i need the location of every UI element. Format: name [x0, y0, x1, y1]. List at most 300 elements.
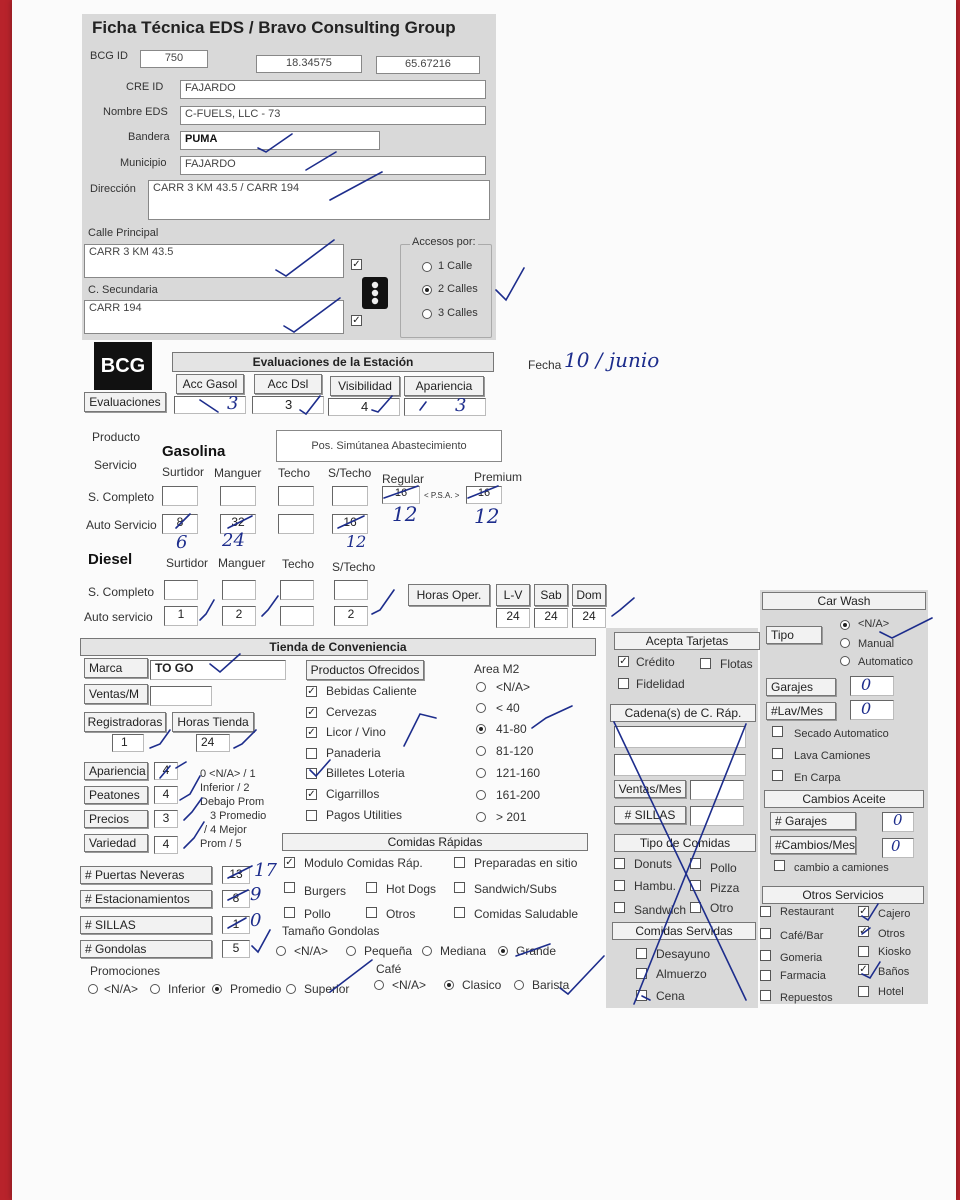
gondolas-label: # Gondolas [80, 940, 212, 958]
ventas-label: Ventas/M [84, 684, 148, 704]
cafe-radio-2[interactable] [514, 980, 524, 990]
gas-col-techo: Techo [278, 466, 311, 480]
fecha-label: Fecha [528, 358, 562, 372]
variedad-field[interactable] [154, 836, 178, 854]
promo-radio-2[interactable] [212, 984, 222, 994]
tipo-pizza-label: Pizza [710, 881, 740, 895]
municipio-label: Municipio [120, 157, 167, 169]
otros-checkbox-0[interactable] [760, 906, 771, 917]
tipo-sandwich-label: Sandwich [634, 903, 687, 917]
otros-checkbox-1[interactable]: ✓ [859, 906, 868, 917]
area-radio-1[interactable] [476, 703, 486, 713]
secado-label: Secado Automatico [794, 728, 889, 740]
cr-checkbox-4[interactable] [454, 882, 465, 893]
cr-label-1: Preparadas en sitio [474, 856, 578, 870]
otros-checkbox-2[interactable] [760, 928, 771, 939]
area-radio-2[interactable] [476, 724, 486, 734]
cr-label-5: Pollo [304, 907, 331, 921]
producto-checkbox-4[interactable] [306, 768, 317, 779]
puertas-label: # Puertas Neveras [80, 866, 212, 884]
producto-label-5: Cigarrillos [326, 787, 380, 801]
gas-as-surtidor-hand: 6 [176, 532, 188, 553]
aceite-garajes-value: 0 [893, 811, 903, 829]
cadena-field-2[interactable] [614, 754, 746, 776]
dsl-col-techo: Techo [282, 557, 315, 571]
dsl-as-surtidor[interactable] [164, 606, 198, 626]
acc-gasol-header: Acc Gasol [176, 374, 244, 394]
bcg-id-field[interactable]: 750 [140, 50, 208, 68]
dsl-sc-stecho[interactable] [334, 580, 368, 600]
sillas-hand: 0 [250, 910, 262, 931]
cr-checkbox-3[interactable] [366, 882, 377, 893]
gondola-radio-0[interactable] [276, 946, 286, 956]
gas-as-surtidor[interactable] [162, 514, 198, 534]
bcg-id-label: BCG ID [90, 50, 128, 62]
producto-checkbox-1[interactable]: ✓ [307, 707, 316, 718]
horas-tienda-label: Horas Tienda [172, 712, 254, 732]
dsl-as-techo[interactable] [280, 606, 314, 626]
accesos-3-radio[interactable] [422, 309, 432, 319]
marca-value: TO GO [155, 661, 194, 675]
cr-checkbox-5[interactable] [284, 907, 295, 918]
horas-sab-field[interactable] [534, 608, 568, 628]
cr-label-0: Modulo Comidas Ráp. [304, 856, 423, 870]
producto-label-1: Cervezas [326, 705, 377, 719]
gas-s-completo-label: S. Completo [88, 490, 155, 504]
puertas-value: 13 [229, 867, 243, 881]
sillas-field[interactable] [222, 916, 250, 934]
precios-label: Precios [84, 810, 148, 828]
estac-value: 8 [232, 891, 240, 905]
otros-checkbox-5[interactable] [858, 946, 869, 957]
servicio-label: Servicio [94, 458, 137, 472]
horas-dom-value: 24 [582, 609, 596, 623]
producto-label-4: Billetes Loteria [326, 766, 405, 780]
dsl-col-manguer: Manguer [218, 556, 266, 570]
tipo-pizza-checkbox[interactable] [690, 880, 701, 891]
garajes-field[interactable] [850, 676, 894, 696]
area-title: Area M2 [474, 662, 520, 676]
cr-label-6: Otros [386, 907, 416, 921]
regular-hand-value: 12 [392, 502, 418, 526]
bcg-logo-text: BCG [100, 355, 146, 377]
cafe-radio-1[interactable] [444, 980, 454, 990]
cafe-radio-0[interactable] [374, 980, 384, 990]
desayuno-checkbox[interactable] [636, 948, 647, 959]
tipo-comidas-title: Tipo de Comidas [614, 834, 756, 852]
puertas-hand: 17 [254, 860, 277, 881]
promo-radio-0[interactable] [88, 984, 98, 994]
dsl-sc-surtidor[interactable] [164, 580, 198, 600]
regular-label: Regular [382, 472, 425, 486]
direccion-label: Dirección [90, 183, 136, 195]
credito-label: Crédito [636, 655, 675, 669]
cr-checkbox-0[interactable]: ✓ [285, 857, 294, 868]
premium-psa-value: 16 [477, 487, 491, 499]
acc-dsl-field[interactable] [252, 396, 324, 414]
acc-gasol-value: 3 [227, 393, 239, 414]
cadena-sillas-field[interactable] [690, 806, 744, 826]
aceite-title: Cambios Aceite [764, 790, 924, 808]
registradoras-field[interactable] [112, 734, 144, 752]
area-radio-3[interactable] [476, 746, 486, 756]
acc-dsl-value: 3 [285, 397, 293, 412]
tipo-pollo-checkbox[interactable] [690, 858, 701, 869]
ventas-field[interactable] [150, 686, 212, 706]
carwash-option-0: <N/A> [858, 618, 890, 630]
accesos-1-radio[interactable] [422, 262, 432, 272]
tipo-donuts-label: Donuts [634, 857, 673, 871]
area-radio-5[interactable] [476, 790, 486, 800]
gondola-radio-3[interactable] [498, 946, 508, 956]
puertas-field[interactable] [222, 866, 250, 884]
area-option-3: 81-120 [496, 744, 534, 758]
tipo-otro-label: Otro [710, 901, 734, 915]
area-radio-6[interactable] [476, 812, 486, 822]
psa-label: < P.S.A. > [424, 491, 460, 500]
cr-label-3: Hot Dogs [386, 882, 437, 896]
horas-lv-value: 24 [506, 609, 520, 623]
accesos-2-radio[interactable] [422, 285, 432, 295]
otros-label-6: Farmacia [780, 970, 826, 982]
promo-radio-1[interactable] [150, 984, 160, 994]
visibilidad-value: 4 [361, 399, 369, 414]
peatones-field[interactable] [154, 786, 178, 804]
apariencia-field[interactable] [404, 395, 486, 416]
producto-label-0: Bebidas Caliente [326, 684, 417, 698]
cadena-ventas-label: Ventas/Mes [614, 780, 686, 798]
peatones-value: 4 [162, 787, 170, 801]
aceite-garajes-field[interactable] [882, 812, 914, 832]
precios-field[interactable] [154, 810, 178, 828]
accesos-3-label: 3 Calles [438, 307, 478, 319]
regular-psa-value: 16 [394, 487, 408, 499]
carwash-radio-2[interactable] [840, 656, 850, 666]
sillas-label: # SILLAS [80, 916, 212, 934]
carwash-title: Car Wash [762, 592, 926, 610]
carwash-tipo-label: Tipo [766, 626, 822, 644]
cena-label: Cena [656, 989, 685, 1003]
otros-label-9: Hotel [878, 986, 904, 998]
calle-secundaria-checkbox[interactable]: ✓ [352, 315, 361, 326]
flotas-checkbox[interactable] [700, 658, 711, 669]
area-option-4: 121-160 [496, 766, 541, 780]
producto-checkbox-3[interactable] [306, 748, 317, 759]
promo-option-1: Inferior [168, 982, 206, 996]
precios-value: 3 [162, 811, 170, 825]
cadena-ventas-field[interactable] [690, 780, 744, 800]
gas-as-manguer-value: 32 [231, 515, 245, 529]
tienda-title: Tienda de Conveniencia [80, 638, 596, 656]
horas-oper-button[interactable]: Horas Oper. [408, 584, 490, 606]
accesos-label: Accesos por: [412, 236, 476, 248]
gondola-radio-1[interactable] [346, 946, 356, 956]
cr-checkbox-6[interactable] [366, 907, 377, 918]
gas-sc-manguer[interactable] [220, 486, 256, 506]
horas-lv-field[interactable] [496, 608, 530, 628]
premium-psa-field[interactable] [466, 486, 502, 504]
dsl-as-manguer-value: 2 [235, 607, 243, 621]
nombre-label: Nombre EDS [103, 106, 168, 118]
producto-checkbox-0[interactable]: ✓ [307, 686, 316, 697]
gas-sc-techo[interactable] [278, 486, 314, 506]
estac-hand: 9 [250, 884, 262, 905]
horas-lv-header: L-V [496, 584, 530, 606]
area-option-5: 161-200 [496, 788, 541, 802]
gas-auto-servicio-label: Auto Servicio [86, 518, 157, 532]
gas-as-stecho-value: 16 [343, 515, 357, 529]
area-option-6: > 201 [496, 810, 527, 824]
producto-label-2: Licor / Vino [326, 725, 386, 739]
scale-1: Inferior / 2 [200, 782, 250, 794]
acc-gasol-field[interactable] [174, 393, 246, 414]
calle-secundaria-label: C. Secundaria [88, 284, 158, 296]
peatones-label: Peatones [84, 786, 148, 804]
cafe-option-0: <N/A> [392, 978, 427, 992]
lavmes-field[interactable] [850, 700, 894, 720]
cre-id-label: CRE ID [126, 81, 164, 93]
area-radio-4[interactable] [476, 768, 486, 778]
gas-as-manguer-hand: 24 [222, 530, 245, 551]
area-option-1: < 40 [496, 701, 520, 715]
otros-label-8: Repuestos [780, 992, 833, 1004]
cr-label-2: Burgers [304, 884, 347, 898]
gondola-option-1: Pequeña [364, 944, 413, 958]
gas-sc-surtidor[interactable] [162, 486, 198, 506]
secado-checkbox[interactable] [772, 726, 783, 737]
apariencia-tienda-label: Apariencia [84, 762, 148, 780]
premium-label: Premium [474, 470, 523, 484]
form-title: Ficha Técnica EDS / Bravo Consulting Group [92, 18, 456, 37]
gondola-option-2: Mediana [440, 944, 487, 958]
diesel-title: Diesel [88, 551, 133, 568]
area-radio-0[interactable] [476, 682, 486, 692]
gondola-radio-2[interactable] [422, 946, 432, 956]
promociones-title: Promociones [90, 964, 161, 978]
visibilidad-header: Visibilidad [330, 376, 400, 396]
horas-sab-header: Sab [534, 584, 568, 606]
longitude-field[interactable]: 65.67216 [376, 56, 480, 74]
otros-label-4: Gomeria [780, 952, 823, 964]
otros-checkbox-7[interactable]: ✓ [859, 964, 868, 975]
comidas-servidas-title: Comidas Servidas [612, 922, 756, 940]
registradoras-label: Registradoras [84, 712, 166, 732]
municipio-field[interactable]: FAJARDO [180, 156, 486, 175]
otros-checkbox-3[interactable]: ✓ [859, 926, 868, 937]
cadena-field-1[interactable] [614, 726, 746, 748]
flotas-label: Flotas [720, 657, 753, 671]
pos-simultanea-title: Pos. Simútanea Abastecimiento [276, 430, 502, 462]
variedad-value: 4 [162, 837, 170, 851]
acc-dsl-header: Acc Dsl [254, 374, 322, 394]
premium-hand-value: 12 [474, 504, 500, 528]
dsl-as-stecho-value: 2 [347, 607, 355, 621]
accesos-1-label: 1 Calle [438, 260, 473, 272]
en-carpa-checkbox[interactable] [772, 770, 783, 781]
dsl-as-surtidor-value: 1 [177, 607, 185, 621]
producto-label-3: Panaderia [326, 746, 381, 760]
cambio-camiones-checkbox[interactable] [774, 860, 785, 871]
cr-checkbox-7[interactable] [454, 907, 465, 918]
otros-title: Otros Servicios [762, 886, 924, 904]
gas-as-stecho[interactable] [332, 514, 368, 534]
dsl-auto-servicio-label: Auto servicio [84, 610, 153, 624]
cadena-sillas-label: # SILLAS [614, 806, 686, 824]
tipo-sandwich-checkbox[interactable] [614, 902, 625, 913]
nombre-field[interactable]: C-FUELS, LLC - 73 [180, 106, 486, 125]
desayuno-label: Desayuno [656, 947, 711, 961]
fidelidad-checkbox[interactable] [618, 678, 629, 689]
gas-sc-stecho[interactable] [332, 486, 368, 506]
horas-tienda-field[interactable] [196, 734, 230, 752]
otros-label-5: Kiosko [878, 946, 912, 958]
almuerzo-checkbox[interactable] [636, 968, 647, 979]
dsl-s-completo-label: S. Completo [88, 585, 155, 599]
bcg-logo [94, 342, 152, 390]
calle-principal-checkbox[interactable]: ✓ [352, 259, 361, 270]
otros-checkbox-9[interactable] [858, 986, 869, 997]
cre-id-field[interactable]: FAJARDO [180, 80, 486, 99]
credito-checkbox[interactable]: ✓ [619, 656, 628, 667]
gas-as-stecho-hand: 12 [346, 532, 367, 551]
producto-checkbox-5[interactable]: ✓ [307, 789, 316, 800]
marca-field[interactable] [150, 660, 286, 680]
lava-camiones-checkbox[interactable] [772, 748, 783, 759]
aceite-cambios-field[interactable] [882, 838, 914, 858]
calle-principal-label: Calle Principal [88, 227, 159, 239]
apariencia-header: Apariencia [404, 376, 484, 396]
traffic-light-icon [362, 277, 388, 309]
producto-label: Producto [92, 430, 141, 444]
cr-label-7: Comidas Saludable [474, 907, 579, 921]
gas-as-surtidor-value: 8 [176, 515, 184, 529]
cr-checkbox-1[interactable] [454, 857, 465, 868]
apariencia-tienda-field[interactable] [154, 762, 178, 780]
garajes-label: Garajes [766, 678, 836, 696]
tipo-pollo-label: Pollo [710, 861, 737, 875]
dsl-as-stecho[interactable] [334, 606, 368, 626]
otros-label-1: Cajero [878, 908, 911, 920]
carwash-radio-1[interactable] [840, 638, 850, 648]
direccion-field[interactable]: CARR 3 KM 43.5 / CARR 194 [148, 180, 490, 220]
gondolas-size-title: Tamaño Gondolas [282, 924, 380, 938]
lava-camiones-label: Lava Camiones [794, 750, 871, 762]
otros-label-2: Café/Bar [780, 930, 824, 942]
producto-checkbox-2[interactable]: ✓ [307, 727, 316, 738]
gondola-option-3: Grande [516, 944, 557, 958]
evaluaciones-button[interactable]: Evaluaciones [84, 392, 166, 412]
gondolas-field[interactable] [222, 940, 250, 958]
cafe-option-2: Barista [532, 978, 570, 992]
tipo-hambu-label: Hambu. [634, 879, 677, 893]
aceite-cambios-label: #Cambios/Mes [770, 836, 856, 854]
sillas-value: 1 [232, 917, 240, 931]
tipo-otro-checkbox[interactable] [690, 902, 701, 913]
horas-tienda-value: 24 [201, 735, 215, 749]
carwash-option-1: Manual [858, 638, 895, 650]
scale-5: Prom / 5 [200, 838, 242, 850]
accesos-2-label: 2 Calles [438, 283, 478, 295]
otros-label-7: Baños [878, 966, 910, 978]
fidelidad-label: Fidelidad [636, 677, 685, 691]
registradoras-value: 1 [121, 735, 128, 749]
garajes-value: 0 [861, 675, 872, 694]
almuerzo-label: Almuerzo [656, 967, 707, 981]
cambio-camiones-label: cambio a camiones [794, 862, 889, 874]
dsl-col-stecho: S/Techo [332, 560, 376, 574]
horas-dom-header: Dom [572, 584, 606, 606]
dsl-sc-manguer[interactable] [222, 580, 256, 600]
bandera-label: Bandera [128, 131, 170, 143]
lavmes-value: 0 [861, 699, 872, 718]
promo-radio-3[interactable] [286, 984, 296, 994]
gondola-option-0: <N/A> [294, 944, 329, 958]
cr-label-4: Sandwich/Subs [474, 882, 557, 896]
producto-label-6: Pagos Utilities [326, 808, 403, 822]
horas-dom-field[interactable] [572, 608, 606, 628]
gondolas-value: 5 [232, 941, 240, 955]
evaluaciones-title: Evaluaciones de la Estación [172, 352, 494, 372]
otros-label-3: Otros [878, 928, 905, 940]
dsl-col-surtidor: Surtidor [166, 556, 209, 570]
estac-label: # Estacionamientos [80, 890, 212, 908]
cena-checkbox[interactable] [636, 990, 647, 1001]
dsl-sc-techo[interactable] [280, 580, 314, 600]
apariencia-value: 3 [455, 395, 467, 416]
gas-as-techo[interactable] [278, 514, 314, 534]
scale-3: 3 Promedio [210, 810, 267, 822]
calle-principal-field[interactable]: CARR 3 KM 43.5 [84, 244, 344, 278]
otros-checkbox-8[interactable] [760, 990, 771, 1001]
scale-4: / 4 Mejor [204, 824, 247, 836]
comidas-rapidas-title: Comidas Rápidas [282, 833, 588, 851]
gasolina-title: Gasolina [162, 443, 226, 460]
otros-checkbox-4[interactable] [760, 950, 771, 961]
tipo-donuts-checkbox[interactable] [614, 858, 625, 869]
dsl-as-manguer[interactable] [222, 606, 256, 626]
bandera-field[interactable]: PUMA [180, 131, 380, 150]
gas-col-surtidor: Surtidor [162, 465, 205, 479]
carwash-option-2: Automatico [858, 656, 914, 668]
tipo-hambu-checkbox[interactable] [614, 880, 625, 891]
promo-option-0: <N/A> [104, 982, 139, 996]
gas-col-manguer: Manguer [214, 466, 262, 480]
scale-2: Debajo Prom [200, 796, 265, 808]
latitude-field[interactable]: 18.34575 [256, 55, 362, 73]
tarjetas-title: Acepta Tarjetas [614, 632, 760, 650]
visibilidad-field[interactable] [328, 398, 400, 416]
aceite-garajes-label: # Garajes [770, 812, 856, 830]
otros-checkbox-6[interactable] [760, 970, 771, 981]
promo-option-3: Superior [304, 982, 350, 996]
cadena-title: Cadena(s) de C. Ráp. [610, 704, 756, 722]
cr-checkbox-2[interactable] [284, 882, 295, 893]
scale-0: 0 <N/A> / 1 [200, 768, 256, 780]
producto-checkbox-6[interactable] [306, 810, 317, 821]
productos-title: Productos Ofrecidos [306, 660, 424, 680]
carwash-radio-0[interactable] [840, 620, 850, 630]
variedad-label: Variedad [84, 834, 148, 852]
fecha-value: 10 / junio [564, 348, 660, 372]
estac-field[interactable] [222, 890, 250, 908]
horas-sab-value: 24 [544, 609, 558, 623]
cafe-title: Café [376, 962, 402, 976]
calle-secundaria-field[interactable]: CARR 194 [84, 300, 344, 334]
aceite-cambios-value: 0 [891, 837, 901, 855]
area-option-2: 41-80 [496, 722, 527, 736]
marca-label: Marca [84, 658, 148, 678]
en-carpa-label: En Carpa [794, 772, 841, 784]
